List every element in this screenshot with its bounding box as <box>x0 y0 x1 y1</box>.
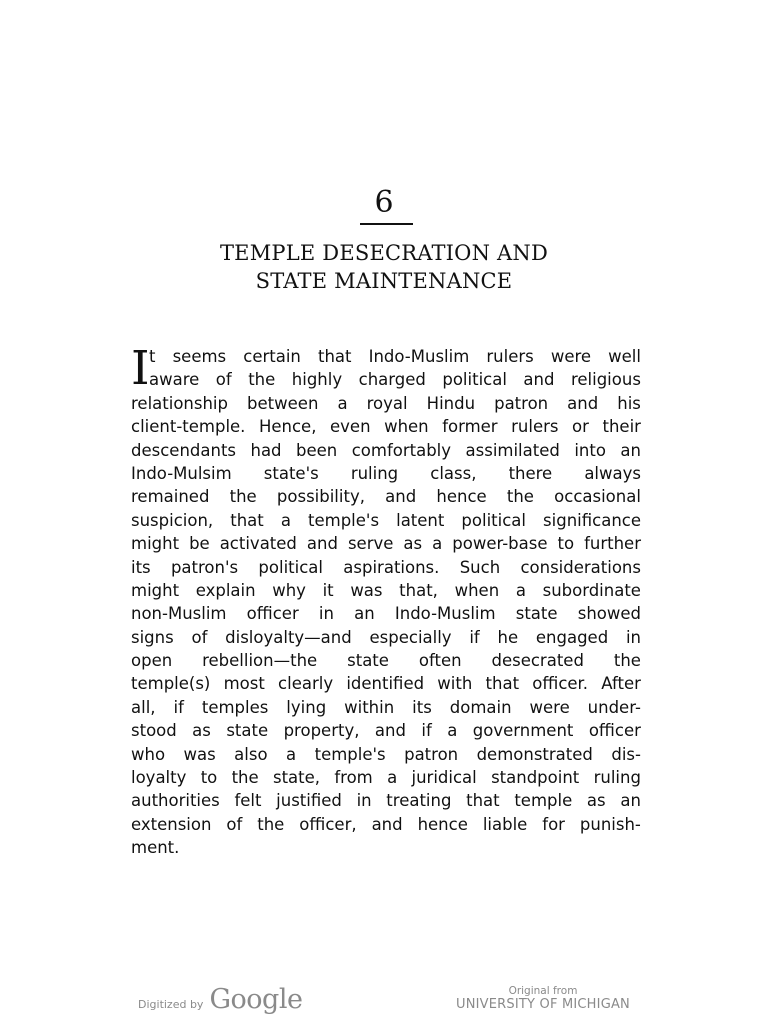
text-line: authorities felt justified in treating that temple as an <box>131 791 641 811</box>
drop-cap: I <box>131 341 150 396</box>
text-line: remained the possibility, and hence the occasional <box>131 487 641 507</box>
chapter-title <box>0 239 768 295</box>
text-line: might be activated and serve as a power-base to further <box>131 534 641 554</box>
text-line: relationship between a royal Hindu patron and his <box>131 393 641 413</box>
text-line: all, if temples lying within its domain were under- <box>131 697 641 717</box>
text-line: open rebellion—the state often desecrated the <box>131 651 641 671</box>
digitized-by-label: Digitized by <box>138 998 204 1011</box>
university-label: UNIVERSITY OF MICHIGAN <box>456 997 630 1012</box>
text-line: client-temple. Hence, even when former rulers or their <box>131 417 641 437</box>
digitized-by-watermark <box>138 984 302 1015</box>
text-line: descendants had been comfortably assimilated into an <box>131 440 641 460</box>
text-line: suspicion, that a temple's latent political significance <box>131 510 641 530</box>
text-line: temple(s) most clearly identified with that officer. After <box>131 674 641 694</box>
text-line: extension of the officer, and hence liable for punish- <box>131 814 641 834</box>
chapter-title-line-2: STATE MAINTENANCE <box>255 269 513 293</box>
original-from-label: Original from <box>508 985 578 997</box>
chapter-title-line-1: TEMPLE DESECRATION AND <box>219 241 549 265</box>
chapter-body-text <box>131 341 641 860</box>
chapter-number: 6 <box>374 185 394 220</box>
text-line: t seems certain that Indo-Muslim rulers were well <box>149 347 641 366</box>
text-line: its patron's political aspirations. Such considerations <box>131 557 641 577</box>
text-line: might explain why it was that, when a subordinate <box>131 580 641 600</box>
text-line: Indo-Mulsim state's ruling class, there always <box>131 463 641 483</box>
text-line: stood as state property, and if a government officer <box>131 721 641 741</box>
chapter-number-underline <box>360 223 413 225</box>
text-line: non-Muslim officer in an Indo-Muslim state showed <box>131 604 641 624</box>
text-line: ment. <box>131 838 180 858</box>
text-line: who was also a temple's patron demonstrated dis- <box>131 744 641 764</box>
google-logo: Google <box>209 984 303 1015</box>
text-line: aware of the highly charged political and religious <box>149 370 641 390</box>
text-line: loyalty to the state, from a juridical standpoint ruling <box>131 768 641 788</box>
source-attribution <box>448 985 638 1013</box>
text-line: signs of disloyalty—and especially if he engaged in <box>131 627 641 647</box>
